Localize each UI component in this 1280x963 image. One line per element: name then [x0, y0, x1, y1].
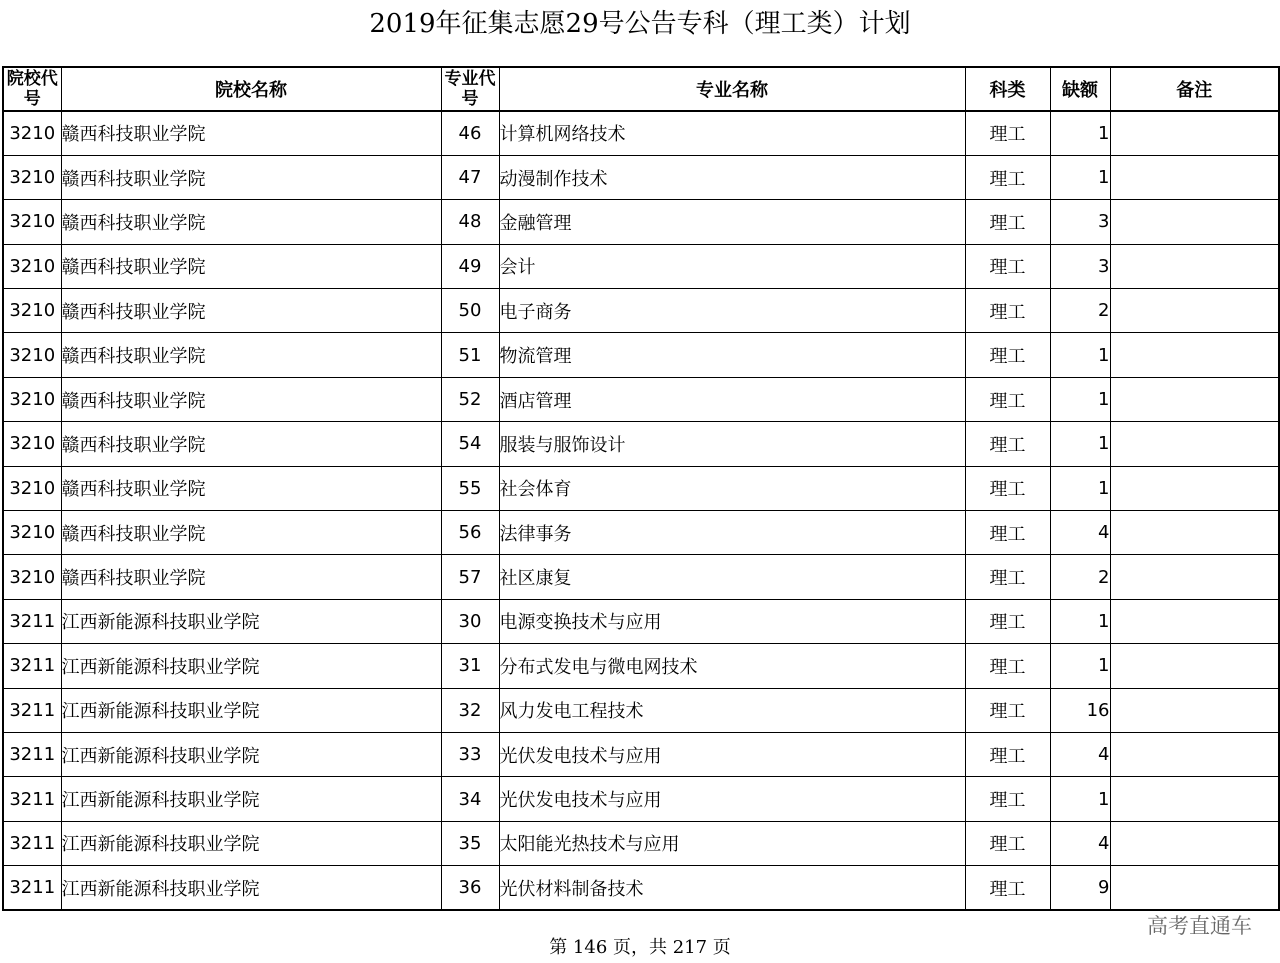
- major-code-cell: 31: [441, 644, 499, 688]
- header-major-code: 专业代号: [441, 67, 499, 111]
- major-code-cell: 52: [441, 377, 499, 421]
- school-code-cell: 3210: [3, 511, 61, 555]
- school-code-cell: 3210: [3, 555, 61, 599]
- slots-cell: 1: [1050, 422, 1110, 466]
- slots-cell: 3: [1050, 244, 1110, 288]
- category-cell: 理工: [965, 821, 1050, 865]
- header-slots: 缺额: [1050, 67, 1110, 111]
- remarks-cell: [1110, 732, 1279, 776]
- school-name-cell: 赣西科技职业学院: [61, 200, 441, 244]
- major-code-cell: 33: [441, 732, 499, 776]
- major-name-cell: 太阳能光热技术与应用: [499, 821, 965, 865]
- school-name-cell: 江西新能源科技职业学院: [61, 777, 441, 821]
- header-category: 科类: [965, 67, 1050, 111]
- table-row: [3, 511, 1279, 555]
- header-school-code: 院校代号: [3, 67, 61, 111]
- table-row: [3, 244, 1279, 288]
- slots-cell: 1: [1050, 644, 1110, 688]
- plan-table: [2, 66, 1280, 911]
- major-name-cell: 金融管理: [499, 200, 965, 244]
- remarks-cell: [1110, 688, 1279, 732]
- slots-cell: 1: [1050, 111, 1110, 155]
- watermark-text: 高考直通车: [1147, 914, 1252, 938]
- major-name-cell: 分布式发电与微电网技术: [499, 644, 965, 688]
- major-code-cell: 51: [441, 333, 499, 377]
- major-name-cell: 会计: [499, 244, 965, 288]
- header-school-name: 院校名称: [61, 67, 441, 111]
- remarks-cell: [1110, 155, 1279, 199]
- category-cell: 理工: [965, 688, 1050, 732]
- remarks-cell: [1110, 289, 1279, 333]
- table-row: [3, 422, 1279, 466]
- major-name-cell: 服装与服饰设计: [499, 422, 965, 466]
- major-code-cell: 55: [441, 466, 499, 510]
- page-footer: 第 146 页，共 217 页: [549, 937, 731, 958]
- table-row: [3, 644, 1279, 688]
- school-code-cell: 3211: [3, 866, 61, 910]
- major-code-cell: 35: [441, 821, 499, 865]
- header-remarks: 备注: [1110, 67, 1279, 111]
- major-name-cell: 电子商务: [499, 289, 965, 333]
- major-name-cell: 物流管理: [499, 333, 965, 377]
- school-code-cell: 3210: [3, 333, 61, 377]
- major-name-cell: 风力发电工程技术: [499, 688, 965, 732]
- school-name-cell: 赣西科技职业学院: [61, 555, 441, 599]
- school-code-cell: 3210: [3, 155, 61, 199]
- table-row: [3, 289, 1279, 333]
- table-row: [3, 555, 1279, 599]
- school-name-cell: 赣西科技职业学院: [61, 377, 441, 421]
- category-cell: 理工: [965, 333, 1050, 377]
- major-name-cell: 酒店管理: [499, 377, 965, 421]
- slots-cell: 3: [1050, 200, 1110, 244]
- slots-cell: 16: [1050, 688, 1110, 732]
- slots-cell: 9: [1050, 866, 1110, 910]
- table-row: [3, 688, 1279, 732]
- category-cell: 理工: [965, 200, 1050, 244]
- major-name-cell: 法律事务: [499, 511, 965, 555]
- remarks-cell: [1110, 821, 1279, 865]
- slots-cell: 1: [1050, 377, 1110, 421]
- table-row: [3, 599, 1279, 643]
- school-code-cell: 3211: [3, 821, 61, 865]
- major-code-cell: 47: [441, 155, 499, 199]
- table-row: [3, 377, 1279, 421]
- major-name-cell: 动漫制作技术: [499, 155, 965, 199]
- school-code-cell: 3210: [3, 244, 61, 288]
- slots-cell: 1: [1050, 333, 1110, 377]
- remarks-cell: [1110, 599, 1279, 643]
- remarks-cell: [1110, 333, 1279, 377]
- major-code-cell: 48: [441, 200, 499, 244]
- slots-cell: 4: [1050, 821, 1110, 865]
- school-code-cell: 3211: [3, 644, 61, 688]
- table-row: [3, 200, 1279, 244]
- category-cell: 理工: [965, 511, 1050, 555]
- school-name-cell: 江西新能源科技职业学院: [61, 732, 441, 776]
- major-code-cell: 49: [441, 244, 499, 288]
- school-code-cell: 3211: [3, 599, 61, 643]
- slots-cell: 2: [1050, 555, 1110, 599]
- category-cell: 理工: [965, 422, 1050, 466]
- slots-cell: 1: [1050, 466, 1110, 510]
- slots-cell: 2: [1050, 289, 1110, 333]
- table-row: [3, 732, 1279, 776]
- category-cell: 理工: [965, 599, 1050, 643]
- school-code-cell: 3210: [3, 422, 61, 466]
- school-name-cell: 江西新能源科技职业学院: [61, 821, 441, 865]
- school-name-cell: 江西新能源科技职业学院: [61, 688, 441, 732]
- slots-cell: 4: [1050, 732, 1110, 776]
- table-row: [3, 466, 1279, 510]
- school-name-cell: 赣西科技职业学院: [61, 155, 441, 199]
- remarks-cell: [1110, 200, 1279, 244]
- page-title: 2019年征集志愿29号公告专科（理工类）计划: [369, 9, 911, 39]
- remarks-cell: [1110, 866, 1279, 910]
- school-name-cell: 赣西科技职业学院: [61, 466, 441, 510]
- major-code-cell: 36: [441, 866, 499, 910]
- school-name-cell: 赣西科技职业学院: [61, 244, 441, 288]
- school-code-cell: 3210: [3, 466, 61, 510]
- table-row: [3, 155, 1279, 199]
- slots-cell: 4: [1050, 511, 1110, 555]
- category-cell: 理工: [965, 111, 1050, 155]
- table-row: [3, 333, 1279, 377]
- category-cell: 理工: [965, 777, 1050, 821]
- major-name-cell: 计算机网络技术: [499, 111, 965, 155]
- table-row: [3, 111, 1279, 155]
- school-name-cell: 赣西科技职业学院: [61, 111, 441, 155]
- remarks-cell: [1110, 644, 1279, 688]
- category-cell: 理工: [965, 155, 1050, 199]
- major-name-cell: 社会体育: [499, 466, 965, 510]
- school-code-cell: 3211: [3, 732, 61, 776]
- category-cell: 理工: [965, 866, 1050, 910]
- header-row: [3, 67, 1279, 111]
- category-cell: 理工: [965, 732, 1050, 776]
- slots-cell: 1: [1050, 155, 1110, 199]
- school-name-cell: 江西新能源科技职业学院: [61, 866, 441, 910]
- school-code-cell: 3210: [3, 200, 61, 244]
- remarks-cell: [1110, 422, 1279, 466]
- major-code-cell: 54: [441, 422, 499, 466]
- remarks-cell: [1110, 466, 1279, 510]
- remarks-cell: [1110, 244, 1279, 288]
- table-row: [3, 777, 1279, 821]
- school-code-cell: 3211: [3, 688, 61, 732]
- plan-table-body: [3, 111, 1279, 910]
- school-name-cell: 赣西科技职业学院: [61, 333, 441, 377]
- remarks-cell: [1110, 511, 1279, 555]
- school-code-cell: 3210: [3, 289, 61, 333]
- slots-cell: 1: [1050, 777, 1110, 821]
- header-major-name: 专业名称: [499, 67, 965, 111]
- school-name-cell: 赣西科技职业学院: [61, 422, 441, 466]
- slots-cell: 1: [1050, 599, 1110, 643]
- major-code-cell: 34: [441, 777, 499, 821]
- major-name-cell: 光伏发电技术与应用: [499, 732, 965, 776]
- major-code-cell: 50: [441, 289, 499, 333]
- remarks-cell: [1110, 377, 1279, 421]
- major-code-cell: 56: [441, 511, 499, 555]
- category-cell: 理工: [965, 377, 1050, 421]
- major-code-cell: 46: [441, 111, 499, 155]
- category-cell: 理工: [965, 555, 1050, 599]
- major-name-cell: 社区康复: [499, 555, 965, 599]
- major-name-cell: 光伏材料制备技术: [499, 866, 965, 910]
- category-cell: 理工: [965, 289, 1050, 333]
- category-cell: 理工: [965, 244, 1050, 288]
- school-name-cell: 赣西科技职业学院: [61, 511, 441, 555]
- category-cell: 理工: [965, 644, 1050, 688]
- remarks-cell: [1110, 111, 1279, 155]
- table-row: [3, 866, 1279, 910]
- major-name-cell: 光伏发电技术与应用: [499, 777, 965, 821]
- table-row: [3, 821, 1279, 865]
- major-code-cell: 32: [441, 688, 499, 732]
- school-code-cell: 3210: [3, 111, 61, 155]
- major-code-cell: 57: [441, 555, 499, 599]
- remarks-cell: [1110, 777, 1279, 821]
- major-name-cell: 电源变换技术与应用: [499, 599, 965, 643]
- category-cell: 理工: [965, 466, 1050, 510]
- school-name-cell: 赣西科技职业学院: [61, 289, 441, 333]
- school-code-cell: 3211: [3, 777, 61, 821]
- major-code-cell: 30: [441, 599, 499, 643]
- school-name-cell: 江西新能源科技职业学院: [61, 644, 441, 688]
- school-name-cell: 江西新能源科技职业学院: [61, 599, 441, 643]
- remarks-cell: [1110, 555, 1279, 599]
- school-code-cell: 3210: [3, 377, 61, 421]
